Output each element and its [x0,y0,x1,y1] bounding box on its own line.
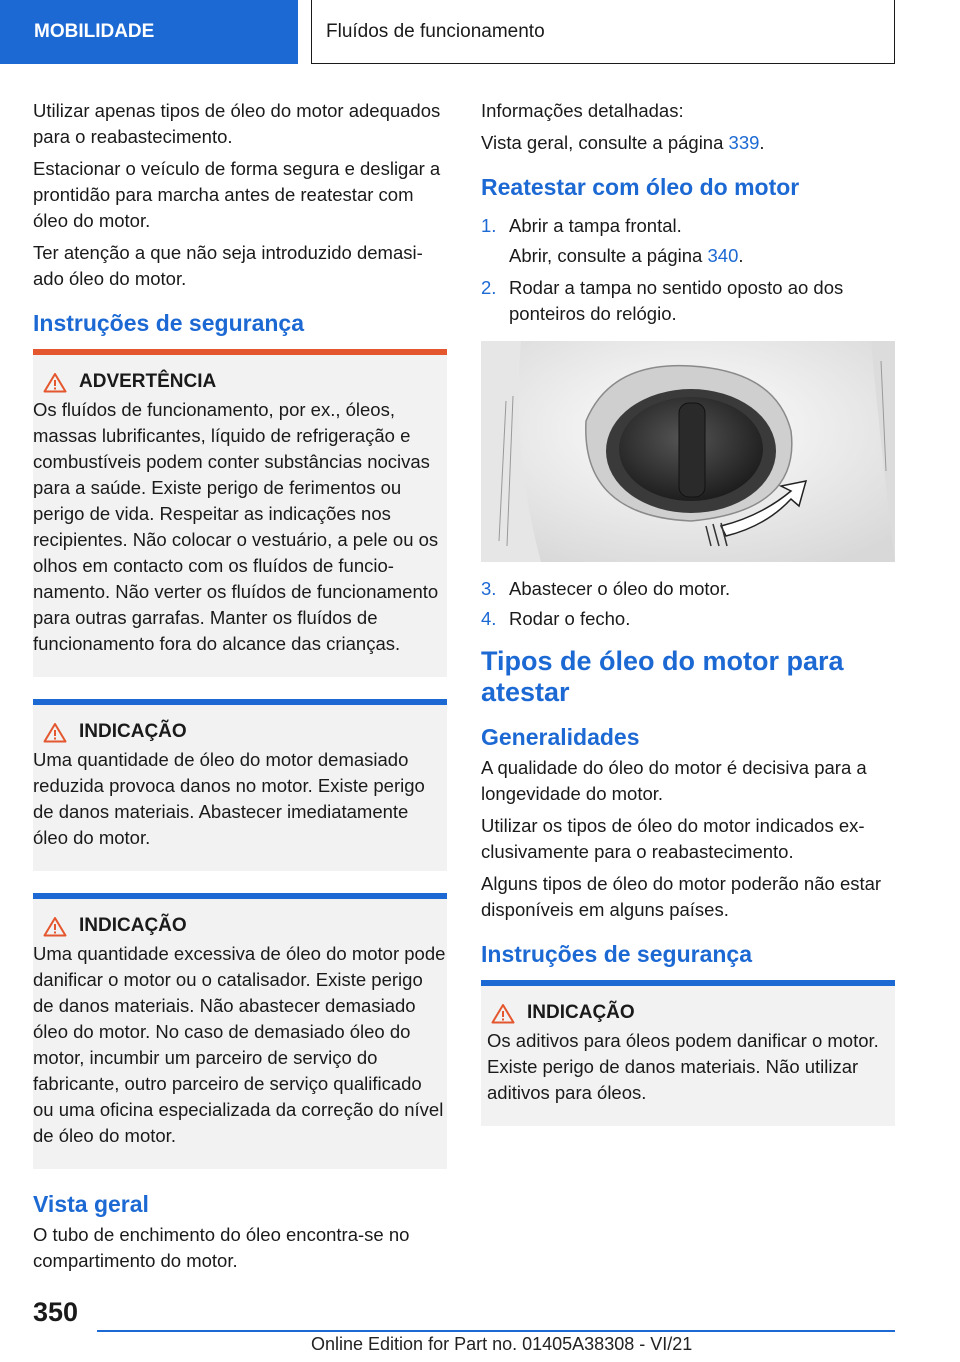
overview-text: O tubo de enchimento do óleo encontra-se no compartimento do motor. [33,1224,410,1271]
warning-header [43,371,447,393]
refill-steps [481,275,895,327]
note-header [43,915,447,937]
general-paragraph: Alguns tipos de óleo do motor poderão não estar disponíveis em alguns países. [481,873,882,920]
warning-triangle-icon [43,722,67,743]
note-box [33,893,447,1169]
note-title: INDICAÇÃO [79,915,187,936]
refill-steps [481,576,895,632]
page-link-339[interactable]: 339 [728,132,760,153]
warning-box [33,349,447,677]
note-text: Os aditivos para óleos podem danificar o motor. Existe perigo de danos materiais. Não utilizar aditivos para óleos. [487,1030,879,1103]
note-title: INDICAÇÃO [79,721,187,742]
page-link-340[interactable]: 340 [707,245,739,266]
warning-text: Os fluídos de funcionamento, por ex., óleos, massas lubrificantes, líquido de refrigeração e combustíveis podem conter substâncias nocivas para a saúde. Existe perigo de ferimentos ou perigo de vida. Respeitar as indicações nos recipientes. Não colocar o vestuário, a pele ou os olhos em contacto com os fluídos de funcionamento. Não verter os fluídos de funcionamento para outras garrafas. Manter os fluídos de funcionamento fora do alcance das crianças. [33,399,439,654]
left-column [33,98,447,1280]
step-number: 4. [481,608,497,629]
note-box [33,699,447,871]
step-number: 2. [481,277,497,298]
details-text: Vista geral, consulte a página [481,132,729,153]
edition-text: Online Edition for Part no. 01405A38308 - VI/21 [311,1334,693,1354]
warning-title: ADVERTÊNCIA [79,371,217,392]
details-reference: Vista geral, consulte a página 339. [481,132,765,153]
safety-heading: Instruções de segurança [481,941,752,967]
warning-triangle-icon [43,916,67,937]
note-text: Uma quantidade de óleo do motor demasiado reduzida provoca danos no motor. Existe perigo de danos materiais. Abastecer imediatamente óleo do motor. [33,749,425,848]
general-paragraph: A qualidade do óleo do motor é decisiva para a longevidade do motor. [481,757,867,804]
intro-paragraph: Ter atenção a que não seja introduzido demasiado óleo do motor. [33,242,423,289]
refill-heading: Reatestar com óleo do motor [481,174,800,200]
step-sub-text: Abrir, consulte a página [509,245,708,266]
warning-triangle-icon [491,1003,515,1024]
note-text: Uma quantidade excessiva de óleo do motor pode danificar o motor ou o catalisador. Existe perigo de danos materiais. Não abastecer demasiado óleo do motor. No caso de demasiado óleo do motor, incumbir um parceiro de serviço do fabricante, outro parceiro de serviço qualificado ou uma oficina especializada da correção do nível de óleo do motor. [33,943,446,1146]
footer-divider [97,1330,895,1332]
general-paragraph: Utilizar os tipos de óleo do motor indicados exclusivamente para o reabastecimento. [481,815,865,862]
warning-triangle-icon [43,372,67,393]
intro-paragraph: Estacionar o veículo de forma segura e desligar a prontidão para marcha antes de reatestar com óleo do motor. [33,158,441,231]
step-text: Abrir a tampa frontal. [509,215,682,236]
note-header [491,1002,895,1024]
step-text: Rodar o fecho. [509,608,631,629]
right-column [481,98,895,1148]
intro-paragraph: Utilizar apenas tipos de óleo do motor adequados para o reabastecimento. [33,100,441,147]
page-number: 350 [33,1297,79,1327]
section-tab: MOBILIDADE [0,0,298,64]
step-sub-reference: Abrir, consulte a página 340. [509,245,744,266]
step-item [481,606,895,632]
step-text: Abastecer o óleo do motor. [509,578,731,599]
step-number: 3. [481,578,497,599]
page-header-title: Fluídos de funcionamento [311,0,895,64]
details-label: Informações detalhadas: [481,100,684,121]
refill-steps [481,213,895,239]
note-box [481,980,895,1126]
note-title: INDICAÇÃO [527,1002,635,1023]
oil-filler-cap-illustration [481,341,895,562]
step-item [481,213,895,239]
step-item [481,275,895,327]
general-heading: Generalidades [481,724,640,750]
oil-types-heading: Tipos de óleo do motor para atestar [481,646,844,707]
note-header [43,721,447,743]
step-text: Rodar a tampa no sentido oposto ao dos ponteiros do relógio. [509,277,844,324]
overview-heading: Vista geral [33,1191,149,1217]
step-number: 1. [481,215,497,236]
safety-heading: Instruções de segurança [33,310,304,336]
step-item [481,576,895,602]
